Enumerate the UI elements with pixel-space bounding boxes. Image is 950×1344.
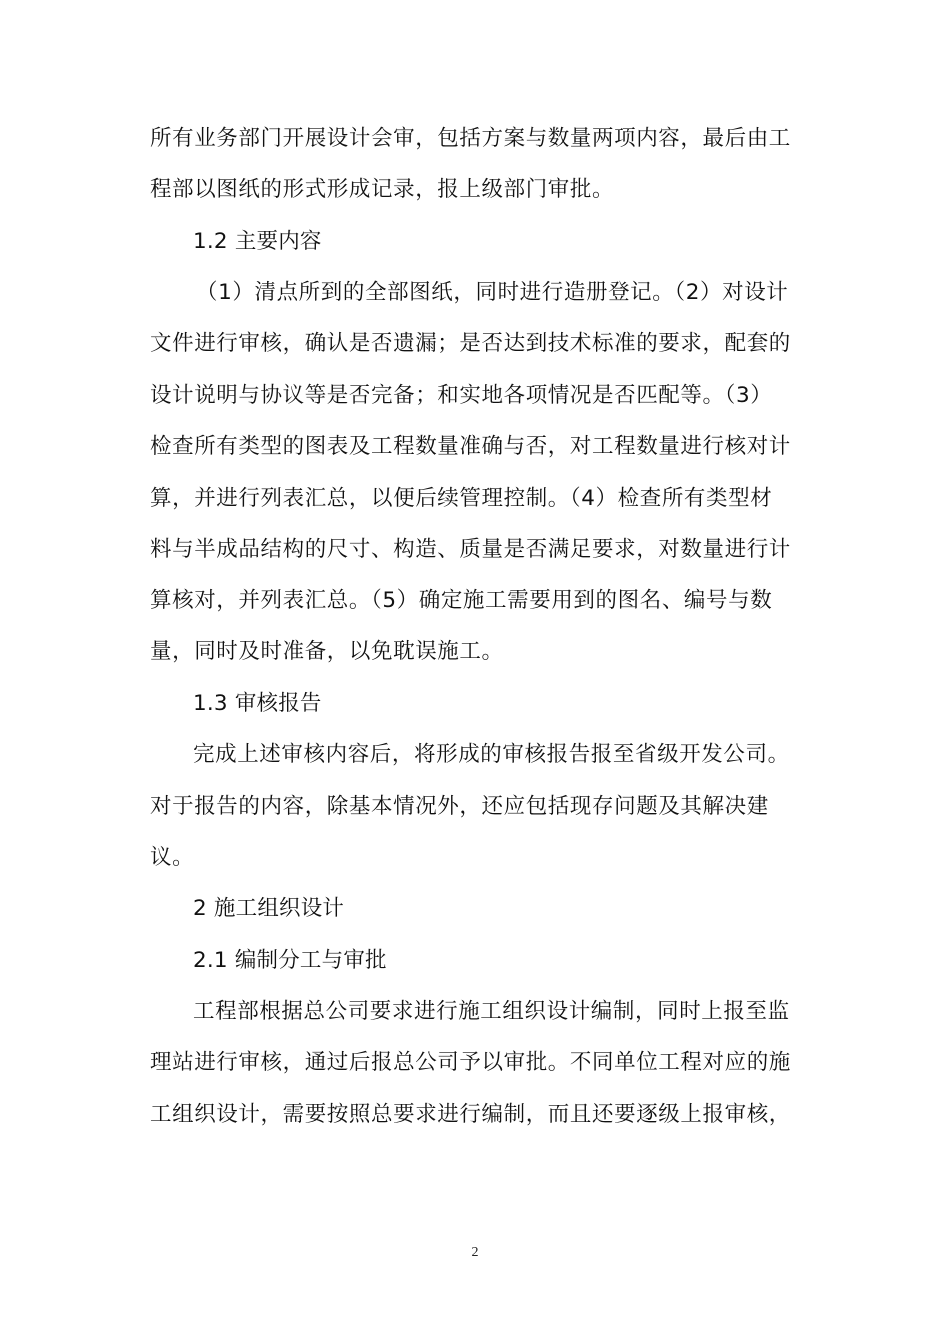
body-text-line: 文件进行审核，确认是否遗漏；是否达到技术标准的要求，配套的 [150,331,791,356]
section-heading: 2 施工组织设计 [193,896,345,921]
body-text-line: 算，并进行列表汇总，以便后续管理控制。（4）检查所有类型材 [150,486,773,511]
body-text-line: 对于报告的内容，除基本情况外，还应包括现存问题及其解决建 [150,794,769,819]
body-text-line: 检查所有类型的图表及工程数量准确与否，对工程数量进行核对计 [150,434,791,459]
section-heading: 1.3 审核报告 [193,691,322,716]
body-text-line: 工组织设计，需要按照总要求进行编制，而且还要逐级上报审核， [150,1102,791,1127]
body-text-line: 量，同时及时准备，以免耽误施工。 [150,639,504,664]
body-text-line: 议。 [150,845,195,870]
body-text-line: 完成上述审核内容后，将形成的审核报告报至省级开发公司。 [193,742,790,767]
body-text-line: 程部以图纸的形式形成记录，报上级部门审批。 [150,177,615,202]
body-text-line: 所有业务部门开展设计会审，包括方案与数量两项内容，最后由工 [150,126,791,151]
body-text-line: 理站进行审核，通过后报总公司予以审批。不同单位工程对应的施 [150,1050,791,1075]
body-text-line: 设计说明与协议等是否完备；和实地各项情况是否匹配等。（3） [150,383,773,408]
body-text-line: 工程部根据总公司要求进行施工组织设计编制，同时上报至监 [193,999,790,1024]
body-text-line: （1）清点所到的全部图纸，同时进行造册登记。（2）对设计 [196,280,789,305]
body-text-line: 算核对，并列表汇总。（5）确定施工需要用到的图名、编号与数 [150,588,773,613]
section-heading: 1.2 主要内容 [193,229,322,254]
page-number: 2 [471,1245,479,1260]
body-text-line: 料与半成品结构的尺寸、构造、质量是否满足要求，对数量进行计 [150,537,791,562]
section-heading: 2.1 编制分工与审批 [193,948,387,973]
